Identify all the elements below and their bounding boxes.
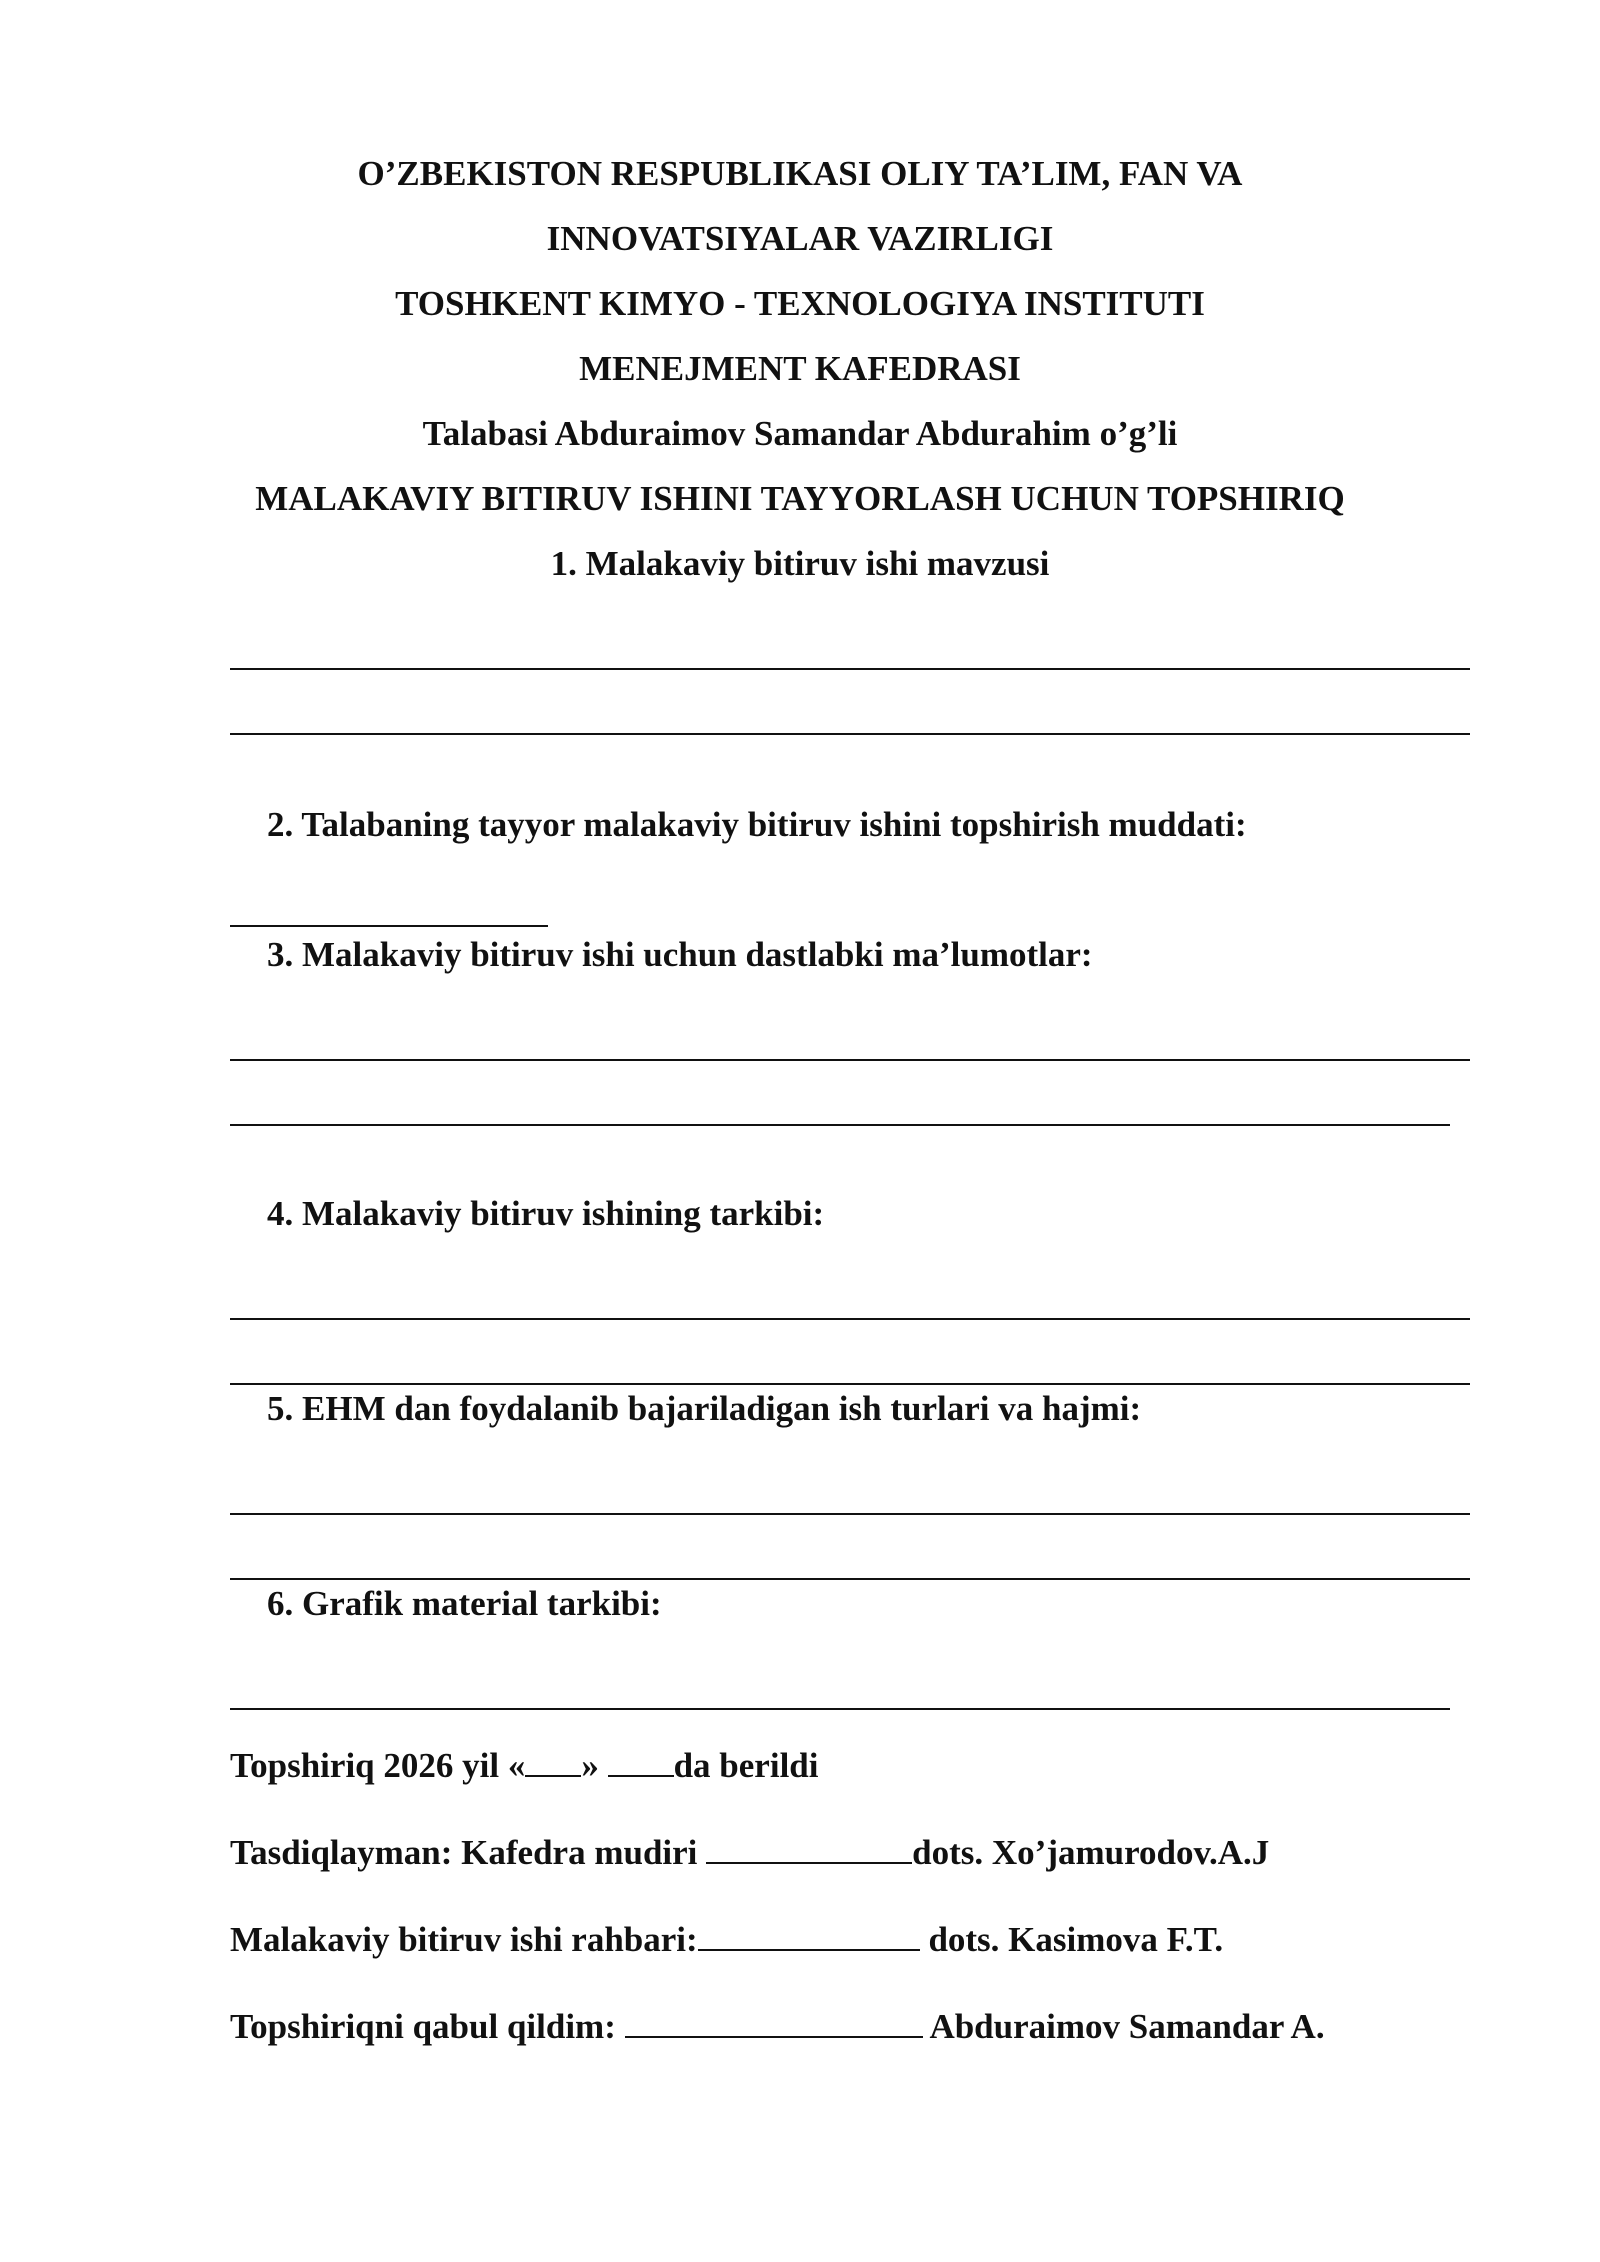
section-2-heading: 2. Talabaning tayyor malakaviy bitiruv ishini topshirish muddati: <box>267 805 1247 844</box>
ministry-line-1: O’ZBEKISTON RESPUBLIKASI OLIY TA’LIM, FAN VA <box>357 154 1243 193</box>
institute-name: TOSHKENT KIMYO - TEXNOLOGIYA INSTITUTI <box>395 284 1205 323</box>
department-name: MENEJMENT KAFEDRASI <box>579 349 1021 388</box>
approval-line <box>230 1831 1269 1875</box>
section-1-blank-line <box>230 668 1470 670</box>
section-3-heading: 3. Malakaviy bitiruv ishi uchun dastlabki ma’lumotlar: <box>267 935 1093 974</box>
document-title: MALAKAVIY BITIRUV ISHINI TAYYORLASH UCHUN TOPSHIRIQ <box>255 479 1345 518</box>
issued-date-line <box>230 1744 818 1788</box>
section-4-blank-line <box>230 1383 1470 1385</box>
approval-label: Tasdiqlayman: Kafedra mudiri <box>230 1833 698 1872</box>
section-3-blank-line <box>230 1124 1450 1126</box>
supervisor-signature-blank <box>698 1919 920 1951</box>
section-6-blank-line <box>230 1708 1450 1710</box>
supervisor-name: dots. Kasimova F.T. <box>928 1920 1224 1959</box>
section-2-date-blank <box>230 925 548 927</box>
approval-name: dots. Xo’jamurodov.A.J <box>912 1833 1270 1872</box>
section-6-heading: 6. Grafik material tarkibi: <box>267 1584 662 1623</box>
supervisor-label: Malakaviy bitiruv ishi rahbari: <box>230 1920 698 1959</box>
section-5-heading: 5. EHM dan foydalanib bajariladigan ish turlari va hajmi: <box>267 1389 1142 1428</box>
ministry-line-2: INNOVATSIYALAR VAZIRLIGI <box>546 219 1054 258</box>
issued-suffix: da berildi <box>673 1746 819 1785</box>
section-4-heading: 4. Malakaviy bitiruv ishining tarkibi: <box>267 1194 825 1233</box>
section-5-blank-line <box>230 1578 1470 1580</box>
approval-signature-blank <box>706 1832 912 1864</box>
section-5-blank-line <box>230 1513 1470 1515</box>
acceptance-line <box>230 2005 1325 2049</box>
issued-mid: » <box>581 1746 599 1785</box>
section-3-blank-line <box>230 1059 1470 1061</box>
section-1-heading: 1. Malakaviy bitiruv ishi mavzusi <box>550 544 1050 583</box>
supervisor-line <box>230 1918 1223 1962</box>
acceptance-label: Topshiriqni qabul qildim: <box>230 2007 616 2046</box>
student-line: Talabasi Abduraimov Samandar Abdurahim o’g’li <box>422 414 1178 453</box>
section-1-blank-line <box>230 733 1470 735</box>
section-4-blank-line <box>230 1318 1470 1320</box>
acceptance-name: Abduraimov Samandar A. <box>929 2007 1325 2046</box>
issued-month-blank <box>608 1745 674 1777</box>
issued-prefix: Topshiriq 2026 yil « <box>230 1746 526 1785</box>
issued-day-blank <box>525 1745 581 1777</box>
acceptance-signature-blank <box>625 2006 923 2038</box>
